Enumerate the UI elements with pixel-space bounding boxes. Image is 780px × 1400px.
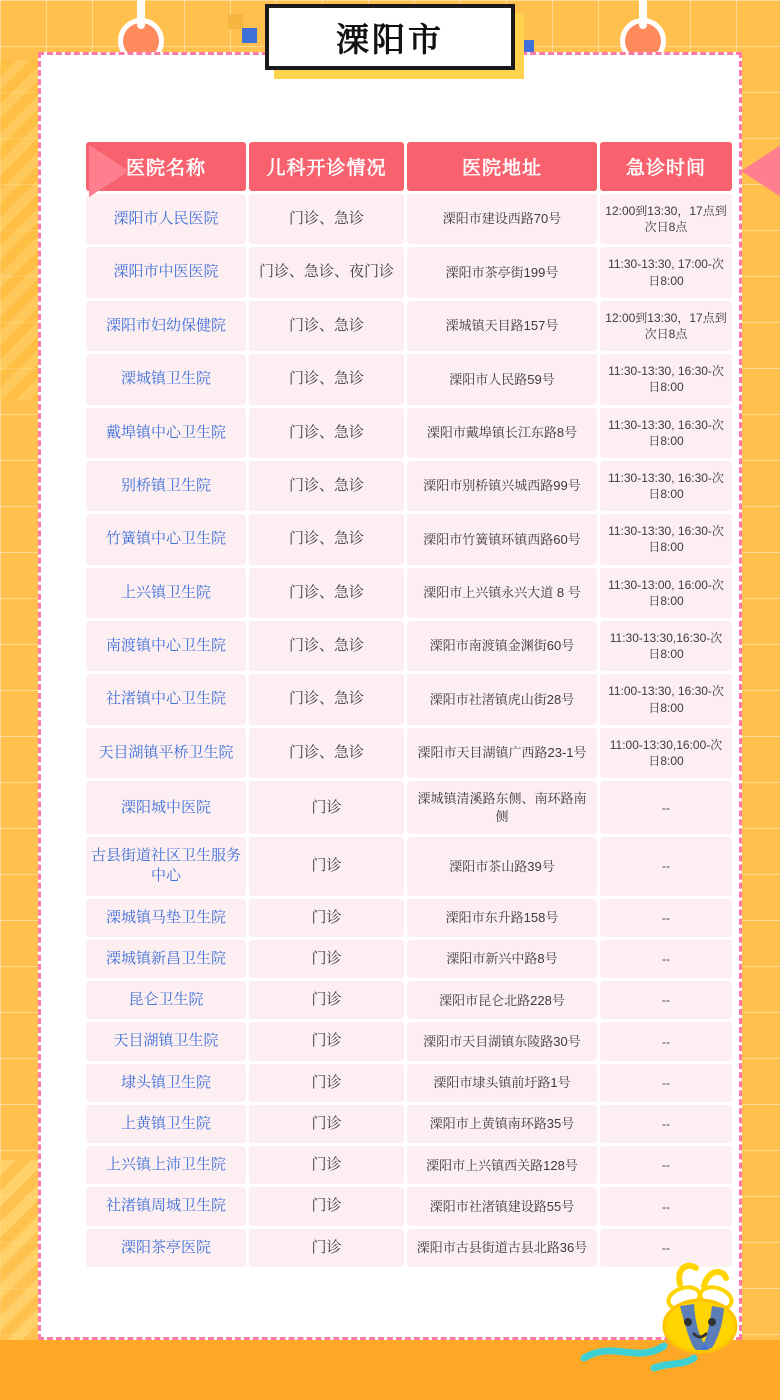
cell-emergency-hours: -- xyxy=(600,837,732,896)
cell-emergency-hours: -- xyxy=(600,1229,732,1267)
cell-hospital-address: 溧阳市昆仑北路228号 xyxy=(407,981,597,1019)
triangle-right-icon xyxy=(89,145,129,197)
cell-emergency-hours: 12:00到13:30，17点到次日8点 xyxy=(600,301,732,351)
column-header-pediatrics-status: 儿科开诊情况 xyxy=(249,142,404,191)
cell-hospital-address: 溧阳市天目湖镇东陵路30号 xyxy=(407,1022,597,1060)
table-row xyxy=(86,899,732,937)
cell-pediatrics-status: 门诊 xyxy=(249,1229,404,1267)
cell-pediatrics-status: 门诊 xyxy=(249,940,404,978)
cell-hospital-address: 溧阳市古县街道古县北路36号 xyxy=(407,1229,597,1267)
column-header-hospital-address: 医院地址 xyxy=(407,142,597,191)
cell-hospital-address: 溧城镇清溪路东侧、南环路南侧 xyxy=(407,781,597,834)
cell-emergency-hours: -- xyxy=(600,1064,732,1102)
cell-pediatrics-status: 门诊 xyxy=(249,837,404,896)
cell-emergency-hours: 11:30-13:00, 16:00-次日8:00 xyxy=(600,568,732,618)
cell-hospital-address: 溧阳市建设西路70号 xyxy=(407,194,597,244)
cell-hospital-name: 溧阳市中医医院 xyxy=(86,247,246,297)
cell-hospital-name: 溧阳市妇幼保健院 xyxy=(86,301,246,351)
cell-pediatrics-status: 门诊 xyxy=(249,1105,404,1143)
cell-emergency-hours: -- xyxy=(600,781,732,834)
cell-emergency-hours: -- xyxy=(600,1187,732,1225)
cell-pediatrics-status: 门诊 xyxy=(249,1187,404,1225)
cell-pediatrics-status: 门诊、急诊 xyxy=(249,674,404,724)
cell-emergency-hours: 12:00到13:30，17点到次日8点 xyxy=(600,194,732,244)
bee-mascot-icon xyxy=(576,1254,746,1374)
cell-emergency-hours: -- xyxy=(600,1105,732,1143)
cell-pediatrics-status: 门诊、急诊 xyxy=(249,408,404,458)
table-row xyxy=(86,301,732,351)
table-row xyxy=(86,1187,732,1225)
cell-hospital-address: 溧阳市上黄镇南环路35号 xyxy=(407,1105,597,1143)
cell-hospital-address: 溧阳市别桥镇兴城西路99号 xyxy=(407,461,597,511)
cell-pediatrics-status: 门诊、急诊 xyxy=(249,194,404,244)
hospital-schedule-table-wrapper xyxy=(83,139,727,1270)
cell-hospital-address: 溧阳市天目湖镇广西路23-1号 xyxy=(407,728,597,778)
cell-emergency-hours: 11:30-13:30, 16:30-次日8:00 xyxy=(600,408,732,458)
cell-hospital-address: 溧阳市人民路59号 xyxy=(407,354,597,404)
cell-hospital-address: 溧城镇天目路157号 xyxy=(407,301,597,351)
cell-hospital-name: 竹簧镇中心卫生院 xyxy=(86,514,246,564)
cell-emergency-hours: -- xyxy=(600,981,732,1019)
content-card-inner xyxy=(53,67,727,1325)
cell-emergency-hours: 11:30-13:30,16:30-次日8:00 xyxy=(600,621,732,671)
column-header-emergency-hours: 急诊时间 xyxy=(600,142,732,191)
cell-pediatrics-status: 门诊、急诊 xyxy=(249,728,404,778)
cell-hospital-address: 溧阳市南渡镇金渊街60号 xyxy=(407,621,597,671)
content-card xyxy=(38,52,742,1340)
cell-hospital-address: 溧阳市茶山路39号 xyxy=(407,837,597,896)
cell-hospital-name: 埭头镇卫生院 xyxy=(86,1064,246,1102)
cell-hospital-name: 天目湖镇卫生院 xyxy=(86,1022,246,1060)
cell-hospital-name: 南渡镇中心卫生院 xyxy=(86,621,246,671)
cell-hospital-name: 上兴镇上沛卫生院 xyxy=(86,1146,246,1184)
cell-hospital-name: 天目湖镇平桥卫生院 xyxy=(86,728,246,778)
cell-hospital-name: 溧城镇马垫卫生院 xyxy=(86,899,246,937)
cell-hospital-address: 溧阳市上兴镇永兴大道 8 号 xyxy=(407,568,597,618)
table-row xyxy=(86,981,732,1019)
cell-pediatrics-status: 门诊、急诊 xyxy=(249,354,404,404)
table-row xyxy=(86,1022,732,1060)
cell-hospital-name: 溧阳茶亭医院 xyxy=(86,1229,246,1267)
cell-hospital-address: 溧阳市茶亭街199号 xyxy=(407,247,597,297)
table-row xyxy=(86,1064,732,1102)
cell-emergency-hours: -- xyxy=(600,899,732,937)
cell-pediatrics-status: 门诊、急诊 xyxy=(249,461,404,511)
cell-emergency-hours: 11:30-13:30, 16:30-次日8:00 xyxy=(600,354,732,404)
cell-emergency-hours: -- xyxy=(600,1146,732,1184)
cell-hospital-name: 社渚镇周城卫生院 xyxy=(86,1187,246,1225)
cell-hospital-name: 古县街道社区卫生服务中心 xyxy=(86,837,246,896)
cell-emergency-hours: 11:00-13:30, 16:30-次日8:00 xyxy=(600,674,732,724)
cell-hospital-address: 溧阳市上兴镇西关路128号 xyxy=(407,1146,597,1184)
table-body xyxy=(86,194,732,1267)
cell-hospital-name: 别桥镇卫生院 xyxy=(86,461,246,511)
cell-emergency-hours: -- xyxy=(600,940,732,978)
table-row xyxy=(86,461,732,511)
table-row xyxy=(86,194,732,244)
cell-hospital-name: 昆仑卫生院 xyxy=(86,981,246,1019)
table-row xyxy=(86,408,732,458)
cell-hospital-address: 溧阳市埭头镇前圩路1号 xyxy=(407,1064,597,1102)
table-row xyxy=(86,621,732,671)
cell-pediatrics-status: 门诊、急诊 xyxy=(249,568,404,618)
cell-pediatrics-status: 门诊、急诊 xyxy=(249,301,404,351)
cell-hospital-name: 上兴镇卫生院 xyxy=(86,568,246,618)
cell-pediatrics-status: 门诊 xyxy=(249,1064,404,1102)
cell-pediatrics-status: 门诊、急诊 xyxy=(249,621,404,671)
cell-hospital-address: 溧阳市社渚镇虎山街28号 xyxy=(407,674,597,724)
page-title-text: 溧阳市 xyxy=(336,20,444,58)
cell-pediatrics-status: 门诊 xyxy=(249,1146,404,1184)
table-header-row xyxy=(86,142,732,191)
page-title xyxy=(265,4,515,70)
table-row xyxy=(86,247,732,297)
table-row xyxy=(86,1105,732,1143)
cell-hospital-address: 溧阳市戴埠镇长江东路8号 xyxy=(407,408,597,458)
cell-hospital-name: 社渚镇中心卫生院 xyxy=(86,674,246,724)
cell-emergency-hours: -- xyxy=(600,1022,732,1060)
cell-hospital-address: 溧阳市竹簧镇环镇西路60号 xyxy=(407,514,597,564)
cell-hospital-address: 溧阳市新兴中路8号 xyxy=(407,940,597,978)
cell-emergency-hours: 11:00-13:30,16:00-次日8:00 xyxy=(600,728,732,778)
cell-pediatrics-status: 门诊 xyxy=(249,899,404,937)
table-row xyxy=(86,837,732,896)
table-row xyxy=(86,568,732,618)
column-header-hospital-name: 医院名称 xyxy=(86,142,246,191)
cell-hospital-address: 溧阳市社渚镇建设路55号 xyxy=(407,1187,597,1225)
cell-hospital-name: 溧阳城中医院 xyxy=(86,781,246,834)
cell-emergency-hours: 11:30-13:30, 17:00-次日8:00 xyxy=(600,247,732,297)
cell-emergency-hours: 11:30-13:30, 16:30-次日8:00 xyxy=(600,461,732,511)
cell-hospital-name: 溧阳市人民医院 xyxy=(86,194,246,244)
cell-pediatrics-status: 门诊、急诊、夜门诊 xyxy=(249,247,404,297)
cell-pediatrics-status: 门诊 xyxy=(249,981,404,1019)
cell-hospital-name: 溧城镇卫生院 xyxy=(86,354,246,404)
table-row xyxy=(86,354,732,404)
triangle-left-icon xyxy=(741,145,780,197)
cell-hospital-name: 溧城镇新昌卫生院 xyxy=(86,940,246,978)
cell-emergency-hours: 11:30-13:30, 16:30-次日8:00 xyxy=(600,514,732,564)
table-row xyxy=(86,728,732,778)
table-row xyxy=(86,514,732,564)
cell-hospital-address: 溧阳市东升路158号 xyxy=(407,899,597,937)
cell-pediatrics-status: 门诊、急诊 xyxy=(249,514,404,564)
table-row xyxy=(86,1146,732,1184)
cell-hospital-name: 上黄镇卫生院 xyxy=(86,1105,246,1143)
table-row xyxy=(86,781,732,834)
cell-hospital-name: 戴埠镇中心卫生院 xyxy=(86,408,246,458)
cell-pediatrics-status: 门诊 xyxy=(249,1022,404,1060)
cell-pediatrics-status: 门诊 xyxy=(249,781,404,834)
table-row xyxy=(86,674,732,724)
table-row xyxy=(86,940,732,978)
hospital-schedule-table xyxy=(83,139,735,1270)
